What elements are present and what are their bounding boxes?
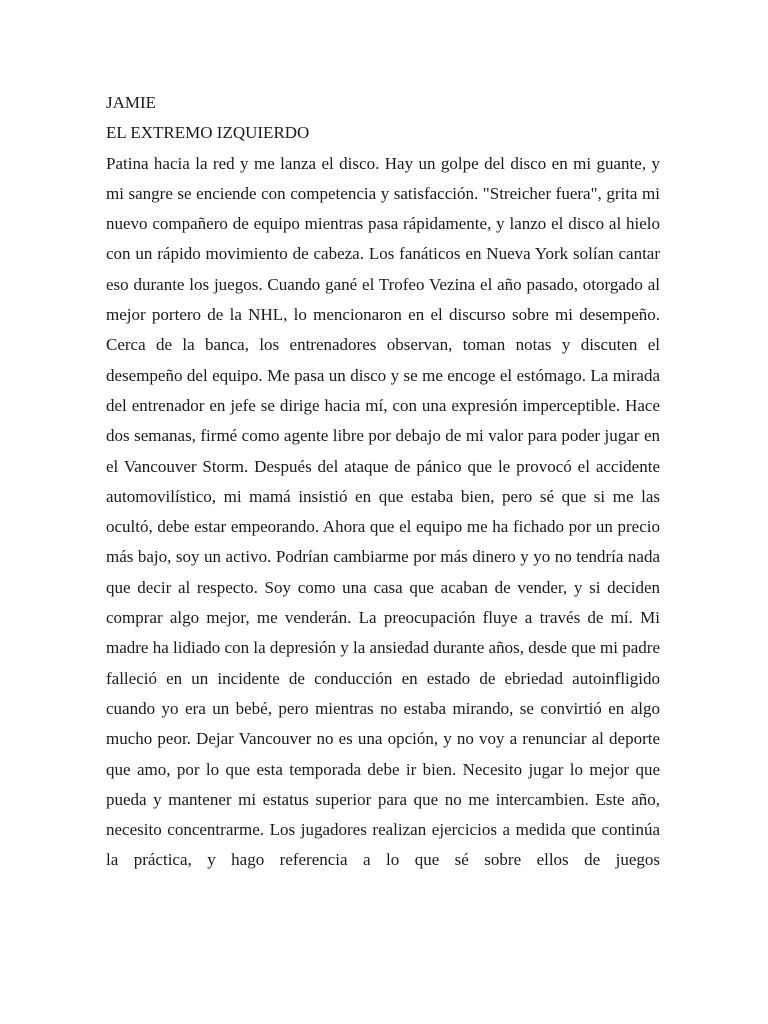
- chapter-name: JAMIE: [106, 93, 157, 112]
- body-paragraph: Patina hacia la red y me lanza el disco. Hay un golpe del disco en mi guante, y mi sangre se enciende con competencia y satisfacción. "Streicher fuera", grita mi nuevo compañero de equipo mientras pasa rápidamente, y lanzo el disco al hielo con un rápido movimiento de cabeza. Los fanáticos en Nueva York solían cantar eso durante los juegos. Cuando gané el Trofeo Vezina el año pasado, otorgado al mejor portero de la NHL, lo mencionaron en el discurso sobre mi desempeño. Cerca de la banca, los entrenadores observan, toman notas y discuten el desempeño del equipo. Me pasa un disco y se me encoge el estómago. La mirada del entrenador en jefe se dirige hacia mí, con una expresión imperceptible. Hace dos semanas, firmé como agente libre por debajo de mi valor para poder jugar en el Vancouver Storm. Después del ataque de pánico que le provocó el accidente automovilístico, mi mamá insistió en que estaba bien, pero sé que si me las ocultó, debe estar empeorando. Ahora que el equipo me ha fichado por un precio más bajo, soy un activo. Podrían cambiarme por más dinero y yo no tendría nada que decir al respecto. Soy como una casa que acaban de vender, y si deciden comprar algo mejor, me venderán. La preocupación fluye a través de mí. Mi madre ha lidiado con la depresión y la ansiedad durante años, desde que mi padre falleció en un incidente de conducción en estado de ebriedad autoinfligido cuando yo era un bebé, pero mientras no estaba mirando, se convirtió en algo mucho peor. Dejar Vancouver no es una opción, y no voy a renunciar al deporte que amo, por lo que esta temporada debe ir bien. Necesito jugar lo mejor que pueda y mantener mi estatus superior para que no me intercambien. Este año, necesito concentrarme. Los jugadores realizan ejercicios a medida que continúa la práctica, y hago referencia a lo que sé sobre ellos de juegos: [106, 153, 660, 870]
- page-content: [106, 88, 660, 876]
- section-title: EL EXTREMO IZQUIERDO: [106, 123, 310, 143]
